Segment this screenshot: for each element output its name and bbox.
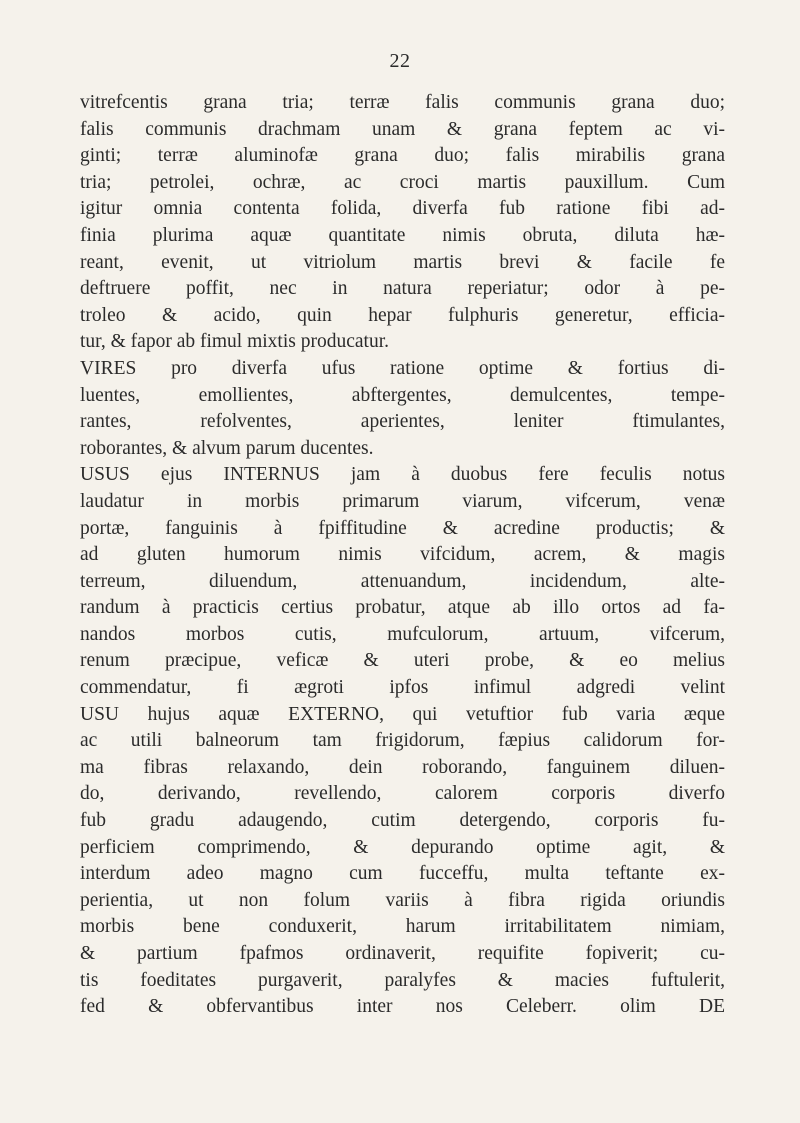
text-line: randum à practicis certius probatur, atque ab illo ortos ad fa- xyxy=(80,597,725,619)
text-line: vitrefcentis grana tria; terræ falis communis grana duo; xyxy=(80,92,725,113)
text-line: falis communis drachmam unam & grana feptem ac vi- xyxy=(80,118,725,140)
text-line: roborantes, & alvum parum ducentes. xyxy=(80,437,374,459)
text-line: tria; petrolei, ochræ, ac croci martis pauxillum. Cum xyxy=(80,171,725,193)
text-line: rantes, refolventes, aperientes, leniter ftimulantes, xyxy=(80,411,725,433)
text-line: deftruere poffit, nec in natura reperiatur; odor à pe- xyxy=(80,278,725,300)
text-line: laudatur in morbis primarum viarum, vifcerum, venæ xyxy=(80,490,725,512)
text-line: nandos morbos cutis, mufculorum, artuum, vifcerum, xyxy=(80,623,725,645)
text-line: finia plurima aquæ quantitate nimis obruta, diluta hæ- xyxy=(80,224,725,246)
text-line: interdum adeo magno cum fucceffu, multa teftante ex- xyxy=(80,863,725,885)
text-line: renum præcipue, veficæ & uteri probe, & eo melius xyxy=(80,650,725,672)
text-line: fub gradu adaugendo, cutim detergendo, corporis fu- xyxy=(80,810,725,832)
text-line: igitur omnia contenta folida, diverfa fub ratione fibi ad- xyxy=(80,198,725,220)
text-line: perficiem comprimendo, & depurando optime agit, & xyxy=(80,836,725,858)
text-line: USU hujus aquæ EXTERNO, qui vetuftior fub varia æque xyxy=(80,703,725,725)
text-line: tur, & fapor ab fimul mixtis producatur. xyxy=(80,331,389,353)
text-line: portæ, fanguinis à fpiffitudine & acredine productis; & xyxy=(80,517,725,539)
text-line: reant, evenit, ut vitriolum martis brevi & facile fe xyxy=(80,251,725,273)
text-line: & partium fpafmos ordinaverit, requifite fopiverit; cu- xyxy=(80,943,725,964)
text-line: ac utili balneorum tam frigidorum, fæpius calidorum for- xyxy=(80,730,725,752)
text-line: perientia, ut non folum variis à fibra rigida oriundis xyxy=(80,889,725,911)
text-line: ma fibras relaxando, dein roborando, fanguinem diluen- xyxy=(80,756,725,778)
text-line: tis foeditates purgaverit, paralyfes & macies fuftulerit, xyxy=(80,969,725,991)
text-line: VIRES pro diverfa ufus ratione optime & fortius di- xyxy=(80,357,725,379)
text-line: ad gluten humorum nimis vifcidum, acrem, & magis xyxy=(80,544,725,566)
text-line: ginti; terræ aluminofæ grana duo; falis mirabilis grana xyxy=(80,145,725,167)
text-line: morbis bene conduxerit, harum irritabilitatem nimiam, xyxy=(80,916,725,938)
text-line: fed & obfervantibus inter nos Celeberr. olim DE xyxy=(80,996,725,1018)
text-line: terreum, diluendum, attenuandum, incidendum, alte- xyxy=(80,570,725,592)
text-line: commendatur, fi ægroti ipfos infimul adgredi velint xyxy=(80,677,725,699)
text-line: USUS ejus INTERNUS jam à duobus fere feculis notus xyxy=(80,464,725,486)
text-line: troleo & acido, quin hepar fulphuris generetur, efficia- xyxy=(80,304,725,326)
body-text xyxy=(80,90,725,1021)
page-number: 22 xyxy=(389,50,411,72)
text-line: do, derivando, revellendo, calorem corporis diverfo xyxy=(80,783,725,805)
text-line: luentes, emollientes, abftergentes, demulcentes, tempe- xyxy=(80,384,725,406)
